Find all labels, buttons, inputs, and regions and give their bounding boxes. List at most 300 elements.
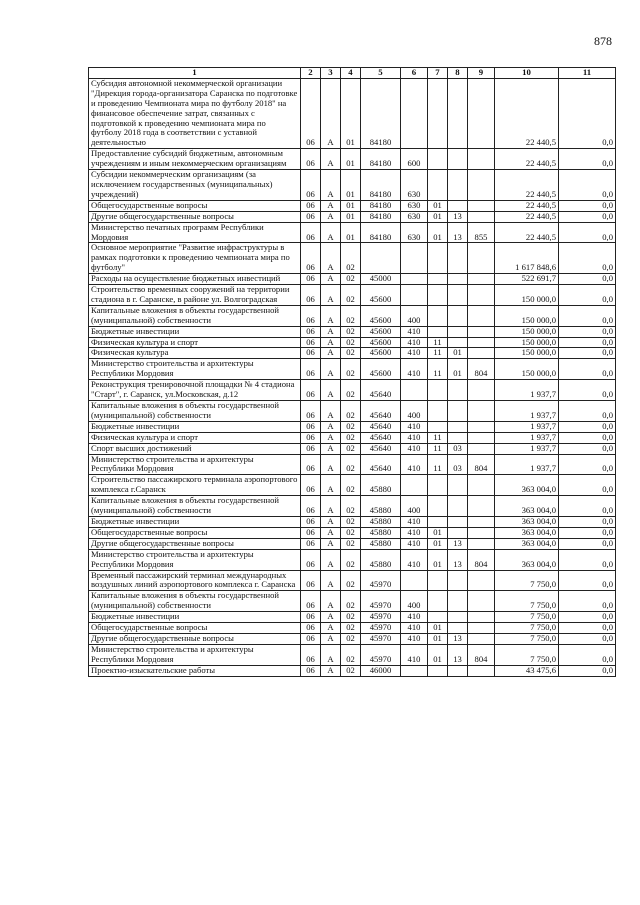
table-row [89, 326, 616, 337]
code-col-5: 45600 [361, 359, 401, 380]
code-col-3: А [321, 538, 341, 549]
code-col-2: 06 [301, 623, 321, 634]
code-col-4: 02 [341, 496, 361, 517]
code-col-6: 410 [401, 454, 428, 475]
row-name: Бюджетные инвестиции [89, 612, 301, 623]
code-col-3: А [321, 222, 341, 243]
column-header-1: 1 [89, 68, 301, 79]
code-col-9 [468, 496, 495, 517]
table-row [89, 305, 616, 326]
code-col-2: 06 [301, 516, 321, 527]
column-header-4: 4 [341, 68, 361, 79]
code-col-8 [448, 149, 468, 170]
amount-col-11: 0,0 [559, 665, 616, 676]
table-row [89, 516, 616, 527]
code-col-6 [401, 243, 428, 274]
code-col-9 [468, 633, 495, 644]
table-row [89, 623, 616, 634]
code-col-6: 410 [401, 549, 428, 570]
code-col-8 [448, 170, 468, 201]
amount-col-10: 363 004,0 [495, 538, 559, 549]
code-col-8: 03 [448, 454, 468, 475]
code-col-8 [448, 591, 468, 612]
code-col-5: 45600 [361, 326, 401, 337]
code-col-8 [448, 421, 468, 432]
code-col-5: 45600 [361, 285, 401, 306]
code-col-4: 02 [341, 359, 361, 380]
code-col-5: 84180 [361, 170, 401, 201]
amount-col-10: 1 937,7 [495, 454, 559, 475]
code-col-3: А [321, 380, 341, 401]
code-col-6 [401, 285, 428, 306]
amount-col-11: 0,0 [559, 78, 616, 148]
code-col-6: 410 [401, 538, 428, 549]
code-col-3: А [321, 633, 341, 644]
code-col-4: 01 [341, 211, 361, 222]
code-col-5: 46000 [361, 665, 401, 676]
amount-col-10: 150 000,0 [495, 285, 559, 306]
code-col-7: 01 [428, 538, 448, 549]
code-col-7: 01 [428, 644, 448, 665]
code-col-5: 45000 [361, 274, 401, 285]
code-col-9 [468, 285, 495, 306]
amount-col-10: 22 440,5 [495, 222, 559, 243]
column-header-3: 3 [321, 68, 341, 79]
code-col-4: 01 [341, 149, 361, 170]
code-col-8 [448, 274, 468, 285]
code-col-3: А [321, 623, 341, 634]
code-col-4: 02 [341, 432, 361, 443]
code-col-2: 06 [301, 612, 321, 623]
code-col-2: 06 [301, 326, 321, 337]
table-row [89, 380, 616, 401]
code-col-8 [448, 401, 468, 422]
page-number: 878 [594, 34, 612, 48]
code-col-4: 02 [341, 516, 361, 527]
table-row [89, 527, 616, 538]
code-col-5: 45970 [361, 644, 401, 665]
code-col-9 [468, 200, 495, 211]
budget-table [88, 67, 616, 677]
table-row [89, 538, 616, 549]
code-col-4: 01 [341, 78, 361, 148]
column-header-9: 9 [468, 68, 495, 79]
amount-col-11: 0,0 [559, 401, 616, 422]
code-col-6: 410 [401, 516, 428, 527]
code-col-6: 400 [401, 496, 428, 517]
amount-col-10: 1 937,7 [495, 380, 559, 401]
code-col-4: 02 [341, 665, 361, 676]
amount-col-10: 43 475,6 [495, 665, 559, 676]
code-col-2: 06 [301, 401, 321, 422]
code-col-6: 400 [401, 305, 428, 326]
code-col-3: А [321, 285, 341, 306]
row-name: Физическая культура [89, 348, 301, 359]
code-col-2: 06 [301, 170, 321, 201]
column-header-11: 11 [559, 68, 616, 79]
code-col-9 [468, 443, 495, 454]
amount-col-11: 0,0 [559, 612, 616, 623]
amount-col-10: 1 937,7 [495, 443, 559, 454]
row-name: Министерство печатных программ Республики Мордовия [89, 222, 301, 243]
code-col-3: А [321, 665, 341, 676]
code-col-6: 410 [401, 348, 428, 359]
code-col-2: 06 [301, 149, 321, 170]
column-header-6: 6 [401, 68, 428, 79]
code-col-8 [448, 78, 468, 148]
code-col-7 [428, 401, 448, 422]
row-name: Капитальные вложения в объекты государственной (муниципальной) собственности [89, 401, 301, 422]
code-col-2: 06 [301, 285, 321, 306]
code-col-7: 11 [428, 432, 448, 443]
code-col-4: 02 [341, 421, 361, 432]
amount-col-10: 7 750,0 [495, 591, 559, 612]
code-col-8 [448, 475, 468, 496]
row-name: Министерство строительства и архитектуры Республики Мордовия [89, 549, 301, 570]
code-col-3: А [321, 475, 341, 496]
code-col-8 [448, 570, 468, 591]
row-name: Другие общегосударственные вопросы [89, 538, 301, 549]
code-col-6: 410 [401, 633, 428, 644]
code-col-8 [448, 612, 468, 623]
code-col-6: 400 [401, 401, 428, 422]
code-col-7 [428, 475, 448, 496]
code-col-7: 11 [428, 359, 448, 380]
amount-col-11: 0,0 [559, 211, 616, 222]
code-col-5: 84180 [361, 200, 401, 211]
table-row [89, 348, 616, 359]
code-col-8: 13 [448, 549, 468, 570]
code-col-7 [428, 170, 448, 201]
row-name: Министерство строительства и архитектуры Республики Мордовия [89, 359, 301, 380]
code-col-9 [468, 348, 495, 359]
code-col-6 [401, 380, 428, 401]
code-col-6: 410 [401, 337, 428, 348]
code-col-2: 06 [301, 591, 321, 612]
code-col-8: 01 [448, 348, 468, 359]
code-col-2: 06 [301, 538, 321, 549]
amount-col-11: 0,0 [559, 149, 616, 170]
code-col-8 [448, 496, 468, 517]
table-row [89, 591, 616, 612]
code-col-3: А [321, 516, 341, 527]
code-col-3: А [321, 421, 341, 432]
amount-col-11: 0,0 [559, 243, 616, 274]
code-col-9 [468, 326, 495, 337]
table-row [89, 496, 616, 517]
code-col-4: 02 [341, 443, 361, 454]
amount-col-10: 7 750,0 [495, 623, 559, 634]
row-name: Министерство строительства и архитектуры Республики Мордовия [89, 644, 301, 665]
row-name: Проектно-изыскательские работы [89, 665, 301, 676]
table-row [89, 570, 616, 591]
amount-col-11: 0,0 [559, 432, 616, 443]
amount-col-10: 363 004,0 [495, 516, 559, 527]
code-col-9: 804 [468, 549, 495, 570]
code-col-6: 410 [401, 623, 428, 634]
code-col-3: А [321, 401, 341, 422]
row-name: Субсидии некоммерческим организациям (за исключением государственных (муниципальных) учреждений) [89, 170, 301, 201]
amount-col-11: 0,0 [559, 274, 616, 285]
code-col-6: 630 [401, 200, 428, 211]
code-col-3: А [321, 432, 341, 443]
table-row [89, 665, 616, 676]
row-name: Физическая культура и спорт [89, 337, 301, 348]
code-col-8: 01 [448, 359, 468, 380]
table-row [89, 644, 616, 665]
table-row [89, 432, 616, 443]
row-name: Общегосударственные вопросы [89, 623, 301, 634]
code-col-9 [468, 516, 495, 527]
code-col-5: 84180 [361, 78, 401, 148]
code-col-8 [448, 285, 468, 306]
amount-col-10: 22 440,5 [495, 149, 559, 170]
code-col-9: 804 [468, 644, 495, 665]
row-name: Предоставление субсидий бюджетным, автономным учреждениям и иным некоммерческим организациям [89, 149, 301, 170]
code-col-8: 13 [448, 644, 468, 665]
amount-col-10: 522 691,7 [495, 274, 559, 285]
row-name: Общегосударственные вопросы [89, 200, 301, 211]
code-col-4: 02 [341, 549, 361, 570]
row-name: Временный пассажирский терминал международных воздушных линий аэропортового комплекса г. Саранска [89, 570, 301, 591]
code-col-5: 45640 [361, 401, 401, 422]
amount-col-10: 22 440,5 [495, 200, 559, 211]
code-col-6: 630 [401, 211, 428, 222]
code-col-5: 45880 [361, 475, 401, 496]
code-col-7: 01 [428, 623, 448, 634]
table-row [89, 200, 616, 211]
code-col-3: А [321, 243, 341, 274]
code-col-2: 06 [301, 274, 321, 285]
code-col-7 [428, 78, 448, 148]
row-name: Капитальные вложения в объекты государственной (муниципальной) собственности [89, 305, 301, 326]
code-col-6: 410 [401, 612, 428, 623]
amount-col-11: 0,0 [559, 380, 616, 401]
code-col-6: 410 [401, 432, 428, 443]
amount-col-11: 0,0 [559, 644, 616, 665]
code-col-3: А [321, 612, 341, 623]
code-col-4: 02 [341, 305, 361, 326]
code-col-4: 02 [341, 326, 361, 337]
amount-col-11: 0,0 [559, 475, 616, 496]
code-col-9 [468, 612, 495, 623]
amount-col-11: 0,0 [559, 285, 616, 306]
code-col-3: А [321, 211, 341, 222]
table-row [89, 475, 616, 496]
table-row [89, 274, 616, 285]
row-name: Капитальные вложения в объекты государственной (муниципальной) собственности [89, 591, 301, 612]
code-col-4: 02 [341, 274, 361, 285]
code-col-7 [428, 274, 448, 285]
column-header-5: 5 [361, 68, 401, 79]
amount-col-11: 0,0 [559, 200, 616, 211]
code-col-3: А [321, 149, 341, 170]
code-col-7: 01 [428, 633, 448, 644]
code-col-2: 06 [301, 200, 321, 211]
code-col-9: 855 [468, 222, 495, 243]
code-col-6: 410 [401, 326, 428, 337]
code-col-6: 410 [401, 421, 428, 432]
code-col-8 [448, 432, 468, 443]
code-col-9 [468, 570, 495, 591]
amount-col-10: 150 000,0 [495, 359, 559, 380]
code-col-5: 84180 [361, 149, 401, 170]
amount-col-11: 0,0 [559, 538, 616, 549]
code-col-2: 06 [301, 421, 321, 432]
table-header [89, 68, 616, 79]
row-name: Другие общегосударственные вопросы [89, 211, 301, 222]
code-col-5: 45600 [361, 305, 401, 326]
amount-col-11: 0,0 [559, 570, 616, 591]
code-col-2: 06 [301, 454, 321, 475]
code-col-5: 45970 [361, 591, 401, 612]
code-col-7 [428, 591, 448, 612]
code-col-4: 02 [341, 454, 361, 475]
code-col-2: 06 [301, 348, 321, 359]
code-col-6: 410 [401, 644, 428, 665]
code-col-3: А [321, 337, 341, 348]
table-row [89, 401, 616, 422]
code-col-2: 06 [301, 359, 321, 380]
row-name: Расходы на осуществление бюджетных инвестиций [89, 274, 301, 285]
table-row [89, 78, 616, 148]
code-col-4: 01 [341, 222, 361, 243]
code-col-7 [428, 612, 448, 623]
amount-col-10: 1 937,7 [495, 421, 559, 432]
amount-col-10: 7 750,0 [495, 633, 559, 644]
code-col-3: А [321, 170, 341, 201]
code-col-5: 45640 [361, 432, 401, 443]
code-col-5: 84180 [361, 222, 401, 243]
amount-col-11: 0,0 [559, 591, 616, 612]
code-col-3: А [321, 549, 341, 570]
column-header-2: 2 [301, 68, 321, 79]
code-col-2: 06 [301, 222, 321, 243]
code-col-9 [468, 78, 495, 148]
amount-col-10: 7 750,0 [495, 644, 559, 665]
code-col-2: 06 [301, 337, 321, 348]
code-col-2: 06 [301, 570, 321, 591]
code-col-4: 02 [341, 243, 361, 274]
code-col-8 [448, 380, 468, 401]
code-col-3: А [321, 274, 341, 285]
column-header-10: 10 [495, 68, 559, 79]
code-col-2: 06 [301, 527, 321, 538]
amount-col-11: 0,0 [559, 348, 616, 359]
code-col-9 [468, 305, 495, 326]
code-col-6: 630 [401, 170, 428, 201]
code-col-3: А [321, 527, 341, 538]
code-col-6: 410 [401, 443, 428, 454]
code-col-9 [468, 337, 495, 348]
amount-col-10: 22 440,5 [495, 170, 559, 201]
code-col-6 [401, 665, 428, 676]
amount-col-10: 363 004,0 [495, 475, 559, 496]
code-col-3: А [321, 591, 341, 612]
amount-col-11: 0,0 [559, 170, 616, 201]
table-row [89, 149, 616, 170]
code-col-2: 06 [301, 443, 321, 454]
code-col-9 [468, 170, 495, 201]
code-col-3: А [321, 200, 341, 211]
code-col-6 [401, 570, 428, 591]
code-col-5 [361, 243, 401, 274]
code-col-9 [468, 380, 495, 401]
code-col-7: 01 [428, 527, 448, 538]
code-col-4: 01 [341, 170, 361, 201]
table-row [89, 285, 616, 306]
code-col-4: 02 [341, 591, 361, 612]
code-col-6: 410 [401, 527, 428, 538]
code-col-7 [428, 421, 448, 432]
code-col-7: 01 [428, 549, 448, 570]
row-name: Субсидия автономной некоммерческой организации "Дирекция города-организатора Саранска по подготовке и проведению Чемпионата мира по футболу 2018" на финансовое обеспечение затрат, связанных с подготовкой к проведению чемпионата мира по футболу 2018 года в соответствии с уставной деятельностью [89, 78, 301, 148]
code-col-9 [468, 149, 495, 170]
column-header-8: 8 [448, 68, 468, 79]
code-col-4: 02 [341, 623, 361, 634]
table-row [89, 612, 616, 623]
code-col-9 [468, 623, 495, 634]
code-col-5: 45970 [361, 623, 401, 634]
row-name: Другие общегосударственные вопросы [89, 633, 301, 644]
code-col-8: 13 [448, 538, 468, 549]
code-col-2: 06 [301, 78, 321, 148]
code-col-8 [448, 665, 468, 676]
code-col-8 [448, 305, 468, 326]
code-col-8: 13 [448, 633, 468, 644]
row-name: Общегосударственные вопросы [89, 527, 301, 538]
code-col-9 [468, 243, 495, 274]
code-col-9 [468, 421, 495, 432]
code-col-2: 06 [301, 549, 321, 570]
amount-col-11: 0,0 [559, 359, 616, 380]
code-col-2: 06 [301, 496, 321, 517]
row-name: Реконструкция тренировочной площадки № 4 стадиона "Старт", г. Саранск, ул.Московская, д.12 [89, 380, 301, 401]
row-name: Строительство пассажирского терминала аэропортового комплекса г.Саранск [89, 475, 301, 496]
code-col-8 [448, 243, 468, 274]
code-col-7: 01 [428, 222, 448, 243]
amount-col-11: 0,0 [559, 454, 616, 475]
code-col-4: 02 [341, 285, 361, 306]
code-col-2: 06 [301, 432, 321, 443]
code-col-8: 03 [448, 443, 468, 454]
code-col-2: 06 [301, 665, 321, 676]
code-col-8 [448, 200, 468, 211]
code-col-5: 45970 [361, 633, 401, 644]
code-col-4: 02 [341, 527, 361, 538]
code-col-4: 02 [341, 380, 361, 401]
table-row [89, 633, 616, 644]
code-col-2: 06 [301, 475, 321, 496]
code-col-3: А [321, 78, 341, 148]
table-body [89, 78, 616, 676]
code-col-7 [428, 326, 448, 337]
amount-col-11: 0,0 [559, 527, 616, 538]
amount-col-11: 0,0 [559, 633, 616, 644]
code-col-3: А [321, 644, 341, 665]
row-name: Спорт высших достижений [89, 443, 301, 454]
row-name: Строительство временных сооружений на территории стадиона в г. Саранске, в районе ул. Волгоградская [89, 285, 301, 306]
code-col-7 [428, 665, 448, 676]
code-col-5: 45970 [361, 570, 401, 591]
code-col-9: 804 [468, 359, 495, 380]
code-col-7 [428, 570, 448, 591]
amount-col-10: 150 000,0 [495, 326, 559, 337]
amount-col-10: 7 750,0 [495, 570, 559, 591]
code-col-5: 45640 [361, 454, 401, 475]
code-col-3: А [321, 454, 341, 475]
amount-col-10: 363 004,0 [495, 496, 559, 517]
